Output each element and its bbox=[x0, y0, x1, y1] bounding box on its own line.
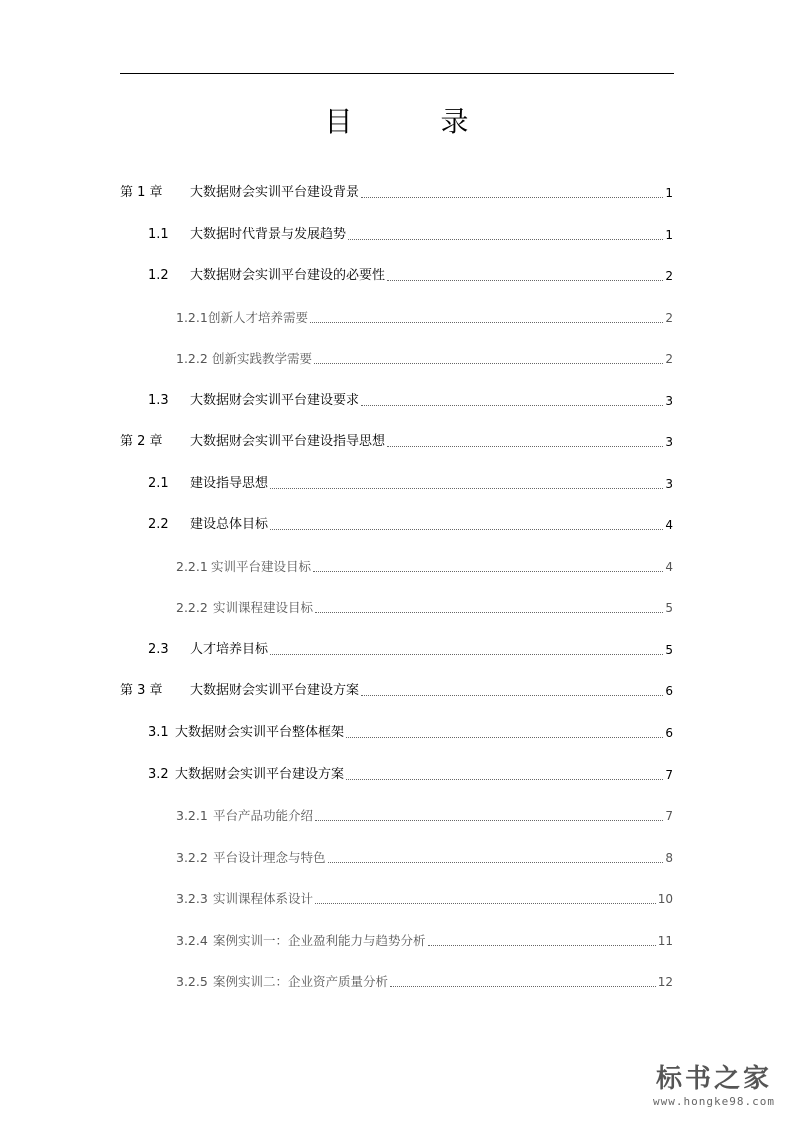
dot-leader bbox=[348, 239, 663, 240]
toc-page-number: 7 bbox=[665, 768, 673, 782]
toc-label: 建设总体目标 bbox=[190, 517, 269, 532]
toc-entry-3-2-4[interactable] bbox=[176, 929, 673, 949]
toc-label: 实训课程建设目标 bbox=[213, 600, 314, 615]
dot-leader bbox=[270, 529, 663, 530]
toc-number: 3.2.2 bbox=[176, 850, 208, 865]
toc-page-number: 7 bbox=[665, 809, 673, 823]
toc-page-number: 5 bbox=[665, 601, 673, 615]
toc-label: 实训平台建设目标 bbox=[211, 559, 312, 574]
header-rule bbox=[120, 73, 674, 74]
dot-leader bbox=[310, 322, 663, 323]
toc-number: 3.2.4 bbox=[176, 933, 208, 948]
page-title: 目 录 bbox=[324, 105, 499, 138]
dot-leader bbox=[313, 571, 663, 572]
dot-leader bbox=[361, 197, 663, 198]
toc-page-number: 6 bbox=[665, 726, 673, 740]
toc-label: 大数据财会实训平台整体框架 bbox=[175, 725, 345, 740]
toc-label: 创新人才培养需要 bbox=[208, 310, 309, 325]
toc-page-number: 2 bbox=[665, 352, 673, 366]
toc-entry-2-2-2[interactable] bbox=[176, 596, 673, 616]
watermark-logo: 标书之家 bbox=[656, 1064, 773, 1094]
toc-label: 大数据财会实训平台建设指导思想 bbox=[190, 434, 386, 449]
toc-number: 3.1 bbox=[148, 725, 169, 740]
toc-entry-ch3[interactable] bbox=[120, 679, 673, 699]
toc-entry-3-2[interactable] bbox=[148, 763, 673, 783]
toc-entry-3-2-2[interactable] bbox=[176, 846, 673, 866]
toc-label: 大数据财会实训平台建设的必要性 bbox=[190, 268, 386, 283]
toc-page-number: 4 bbox=[665, 560, 673, 574]
toc-page-number: 2 bbox=[665, 311, 673, 325]
toc-label: 案例实训二：企业资产质量分析 bbox=[213, 974, 389, 989]
toc-label: 创新实践教学需要 bbox=[212, 351, 313, 366]
toc-page-number: 4 bbox=[665, 518, 673, 532]
toc-entry-3-2-1[interactable] bbox=[176, 804, 673, 824]
dot-leader bbox=[328, 862, 664, 863]
dot-leader bbox=[314, 363, 663, 364]
toc-page-number: 10 bbox=[657, 892, 673, 906]
toc-label: 人才培养目标 bbox=[190, 642, 269, 657]
toc-entry-3-1[interactable] bbox=[148, 721, 673, 741]
toc-entry-2-1[interactable] bbox=[148, 472, 673, 492]
toc-number: 2.1 bbox=[148, 476, 169, 491]
dot-leader bbox=[361, 695, 663, 696]
toc-number: 1.2.1 bbox=[176, 310, 208, 325]
dot-leader bbox=[346, 779, 663, 780]
watermark-url: www.hongke98.com bbox=[653, 1095, 775, 1108]
toc-number: 第 1 章 bbox=[120, 185, 163, 200]
toc-number: 1.3 bbox=[148, 393, 169, 408]
toc-page-number: 3 bbox=[665, 394, 673, 408]
toc-entry-1-2-2[interactable] bbox=[176, 347, 673, 367]
toc-number: 2.2.1 bbox=[176, 559, 208, 574]
toc-number: 2.2.2 bbox=[176, 600, 208, 615]
dot-leader bbox=[361, 405, 663, 406]
toc-number: 3.2 bbox=[148, 767, 169, 782]
toc-entry-2-2-1[interactable] bbox=[176, 555, 673, 575]
toc-label: 大数据财会实训平台建设方案 bbox=[190, 683, 360, 698]
dot-leader bbox=[346, 737, 663, 738]
toc-number: 3.2.3 bbox=[176, 891, 208, 906]
toc-entry-2-3[interactable] bbox=[148, 638, 673, 658]
dot-leader bbox=[315, 612, 663, 613]
toc-entry-1-2-1[interactable] bbox=[176, 306, 673, 326]
dot-leader bbox=[270, 488, 663, 489]
toc-page-number: 12 bbox=[657, 975, 673, 989]
dot-leader bbox=[390, 986, 656, 987]
toc-entry-3-2-5[interactable] bbox=[176, 970, 673, 990]
toc-label: 大数据财会实训平台建设背景 bbox=[190, 185, 360, 200]
dot-leader bbox=[315, 820, 663, 821]
toc-page-number: 1 bbox=[665, 228, 673, 242]
toc-page-number: 3 bbox=[665, 477, 673, 491]
toc-entry-1-3[interactable] bbox=[148, 389, 673, 409]
toc-number: 1.1 bbox=[148, 227, 169, 242]
toc-number: 2.2 bbox=[148, 517, 169, 532]
toc-label: 平台产品功能介绍 bbox=[213, 808, 314, 823]
toc-label: 大数据财会实训平台建设要求 bbox=[190, 393, 360, 408]
toc-label: 平台设计理念与特色 bbox=[213, 850, 326, 865]
toc-number: 1.2.2 bbox=[176, 351, 208, 366]
toc-label: 案例实训一：企业盈利能力与趋势分析 bbox=[213, 933, 426, 948]
toc-label: 实训课程体系设计 bbox=[213, 891, 314, 906]
toc-page-number: 5 bbox=[665, 643, 673, 657]
toc-entry-3-2-3[interactable] bbox=[176, 887, 673, 907]
toc-number: 3.2.5 bbox=[176, 974, 208, 989]
toc-page-number: 2 bbox=[665, 269, 673, 283]
dot-leader bbox=[315, 903, 656, 904]
toc-page-number: 3 bbox=[665, 435, 673, 449]
site-watermark bbox=[653, 1058, 775, 1108]
dot-leader bbox=[428, 945, 656, 946]
toc-entry-1-1[interactable] bbox=[148, 223, 673, 243]
toc-number: 第 2 章 bbox=[120, 434, 163, 449]
toc-entry-ch2[interactable] bbox=[120, 430, 673, 450]
dot-leader bbox=[387, 446, 663, 447]
toc-number: 1.2 bbox=[148, 268, 169, 283]
dot-leader bbox=[387, 280, 663, 281]
toc-page-number: 1 bbox=[665, 186, 673, 200]
toc-entry-1-2[interactable] bbox=[148, 264, 673, 284]
toc-page-number: 6 bbox=[665, 684, 673, 698]
toc-number: 第 3 章 bbox=[120, 683, 163, 698]
toc-number: 3.2.1 bbox=[176, 808, 208, 823]
toc-page-number: 8 bbox=[665, 851, 673, 865]
toc-entry-2-2[interactable] bbox=[148, 513, 673, 533]
toc-label: 大数据时代背景与发展趋势 bbox=[190, 227, 347, 242]
toc-label: 大数据财会实训平台建设方案 bbox=[175, 767, 345, 782]
toc-entry-ch1[interactable] bbox=[120, 181, 673, 201]
toc-page-number: 11 bbox=[657, 934, 673, 948]
dot-leader bbox=[270, 654, 663, 655]
toc-label: 建设指导思想 bbox=[190, 476, 269, 491]
toc-number: 2.3 bbox=[148, 642, 169, 657]
